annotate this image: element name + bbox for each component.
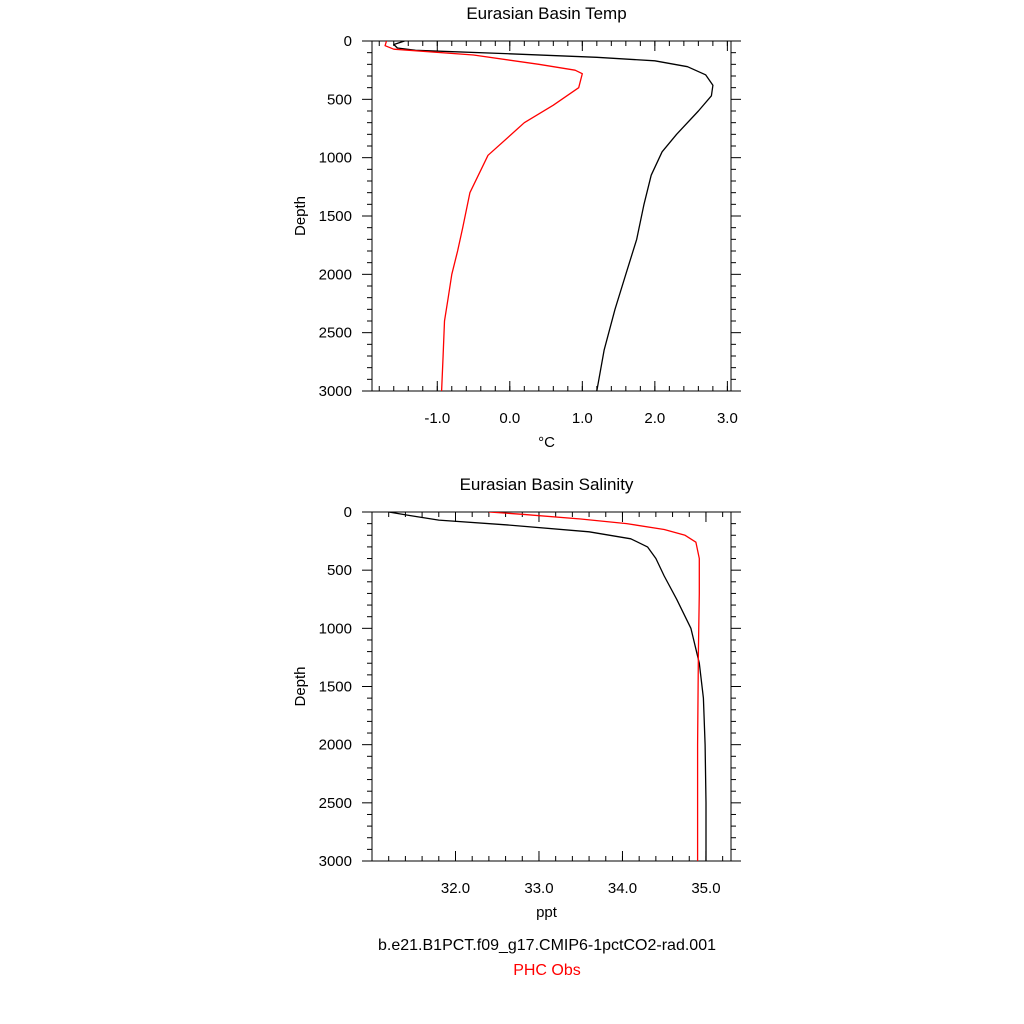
salinity-x-tick-label: 35.0 [691,880,721,897]
temp-chart-title: Eurasian Basin Temp [466,4,627,23]
temp-model-series-line [394,41,713,391]
salinity-y-tick-label: 3000 [318,853,352,870]
temp-y-tick-label: 0 [343,33,352,50]
salinity-x-tick-label: 33.0 [524,880,554,897]
temp-y-tick-label: 1000 [318,149,352,167]
salinity-x-tick-label: 32.0 [440,880,471,897]
legend-model-label: b.e21.B1PCT.f09_g17.CMIP6-1pctCO2-rad.001 [378,937,716,954]
temp-x-axis-label: °C [538,434,555,451]
salinity-y-tick-label: 0 [343,504,352,521]
salinity-y-tick-label: 2500 [318,794,352,812]
temp-y-tick-label: 1500 [318,208,352,225]
temp-x-tick-label: 3.0 [716,410,738,427]
salinity-obs-series-line [489,512,699,861]
temp-x-tick-label: 1.0 [571,410,593,427]
legend-obs-label: PHC Obs [513,962,581,979]
temp-y-tick-label: 2000 [318,266,352,284]
temp-y-axis-label: Depth [292,195,309,237]
salinity-panel [292,475,741,921]
temp-plot-frame [372,41,731,391]
temp-x-tick-label: 2.0 [644,410,666,427]
salinity-chart-title: Eurasian Basin Salinity [459,475,634,494]
temp-x-tick-label: 0.0 [499,410,521,427]
salinity-y-tick-label: 500 [326,562,352,580]
salinity-x-tick-label: 34.0 [607,880,638,897]
temp-y-tick-label: 2500 [318,324,352,342]
temp-obs-series-line [385,41,582,391]
temp-y-tick-label: 3000 [318,383,352,400]
salinity-y-tick-label: 1000 [318,620,352,638]
temp-y-tick-label: 500 [326,91,352,109]
salinity-x-axis-label: ppt [536,904,557,921]
temperature-panel [292,4,741,451]
temp-x-tick-label: -1.0 [424,410,451,427]
salinity-model-series-line [389,512,706,861]
salinity-y-tick-label: 2000 [318,736,352,754]
salinity-y-tick-label: 1500 [318,678,352,696]
salinity-y-axis-label: Depth [292,666,309,707]
salinity-plot-frame [372,512,731,861]
